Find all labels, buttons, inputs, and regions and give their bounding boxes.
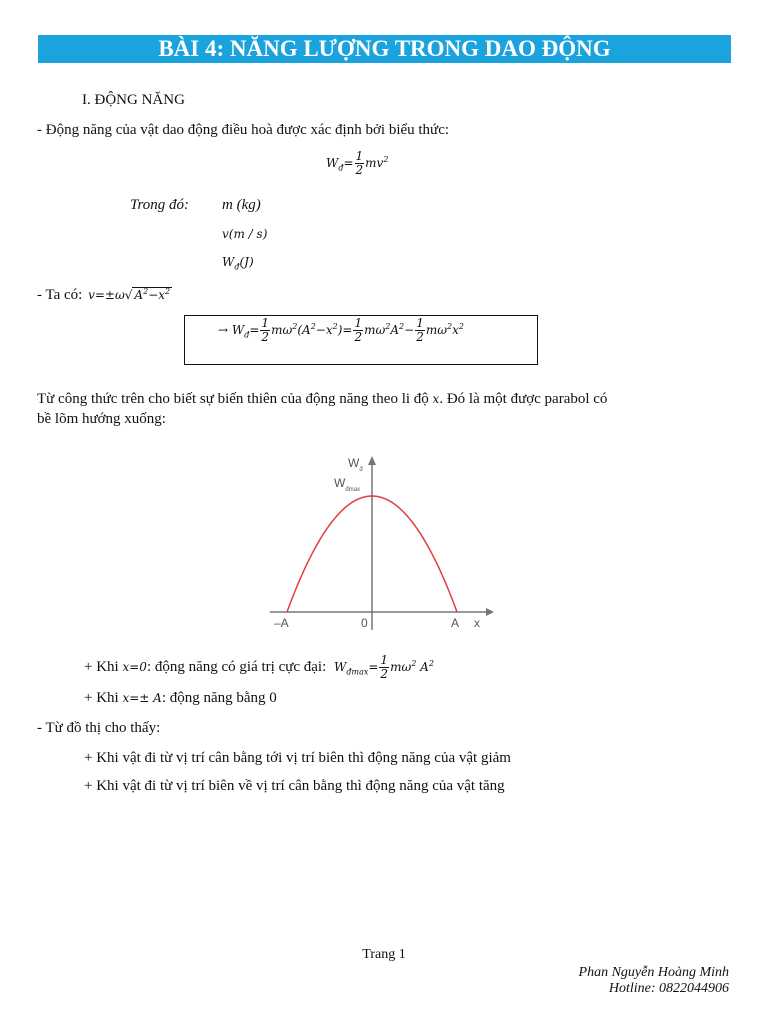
paragraph-line-2: bề lõm hướng xuống: [37,411,166,427]
ta-co-line: - Ta có: v=±ω√ $A^2-x^2$ [37,287,171,303]
conclusion-lead: - Từ đồ thị cho thấy: [37,720,161,736]
bullet-x-zero: + Khi x=0: động năng có giá trị cực đại: $W_{đmax}=$ $\frac{1}{2}$ $m\omega^2$ $A^2$ [84,653,434,681]
unit-velocity: v(m / s) [222,227,268,241]
lesson-title-banner: BÀI 4: NĂNG LƯỢNG TRONG DAO ĐỘNG [38,35,731,63]
conclusion-item-2: + Khi vật đi từ vị trí biên về vị trí cân bằng thì động năng của vật tăng [84,778,505,794]
hotline: Hotline: 0822044906 [608,981,729,996]
section-heading: I. ĐỘNG NĂNG [82,92,185,108]
tick-zero: 0 [361,616,368,630]
page-number: Trang 1 [362,947,406,962]
unit-energy: $W_đ(J)$ [222,255,254,272]
where-label: Trong đó: [130,197,190,213]
tick-a: A [451,616,460,630]
bullet-x-pm-a: + Khi x=± A: động năng bằng 0 [84,690,277,706]
tick-minus-a: –A [274,616,289,630]
y-axis-label: $W_đ$ [348,456,363,473]
unit-mass: m (kg) [222,197,261,213]
author-name: Phan Nguyễn Hoàng Minh [578,965,729,980]
tick-x: x [474,616,480,630]
kinetic-energy-parabola-graph [262,450,502,640]
kinetic-energy-formula: $W_đ=$ $\frac{1}{2}$ $mv^2$ [326,149,389,177]
boxed-formula: → $W_đ=$ $\frac{1}{2}$ $m\omega^2(A^2-x^2)=$ $\frac{1}{2}$ $m\omega^2A^2-$ $\frac{1}{2}$ $m\omega^2x^2$ [218,316,464,344]
max-label: $W_{đmax}$ [334,476,360,493]
y-axis-arrow [368,456,376,465]
x-axis-arrow [486,608,494,616]
paragraph-line-1: Từ công thức trên cho biết sự biến thiên của động năng theo li độ x. Đó là một được parabol có [37,391,608,407]
conclusion-item-1: + Khi vật đi từ vị trí cân bằng tới vị trí biên thì động năng của vật giảm [84,750,511,766]
intro-line: - Động năng của vật dao động điều hoà được xác định bởi biểu thức: [37,122,450,138]
